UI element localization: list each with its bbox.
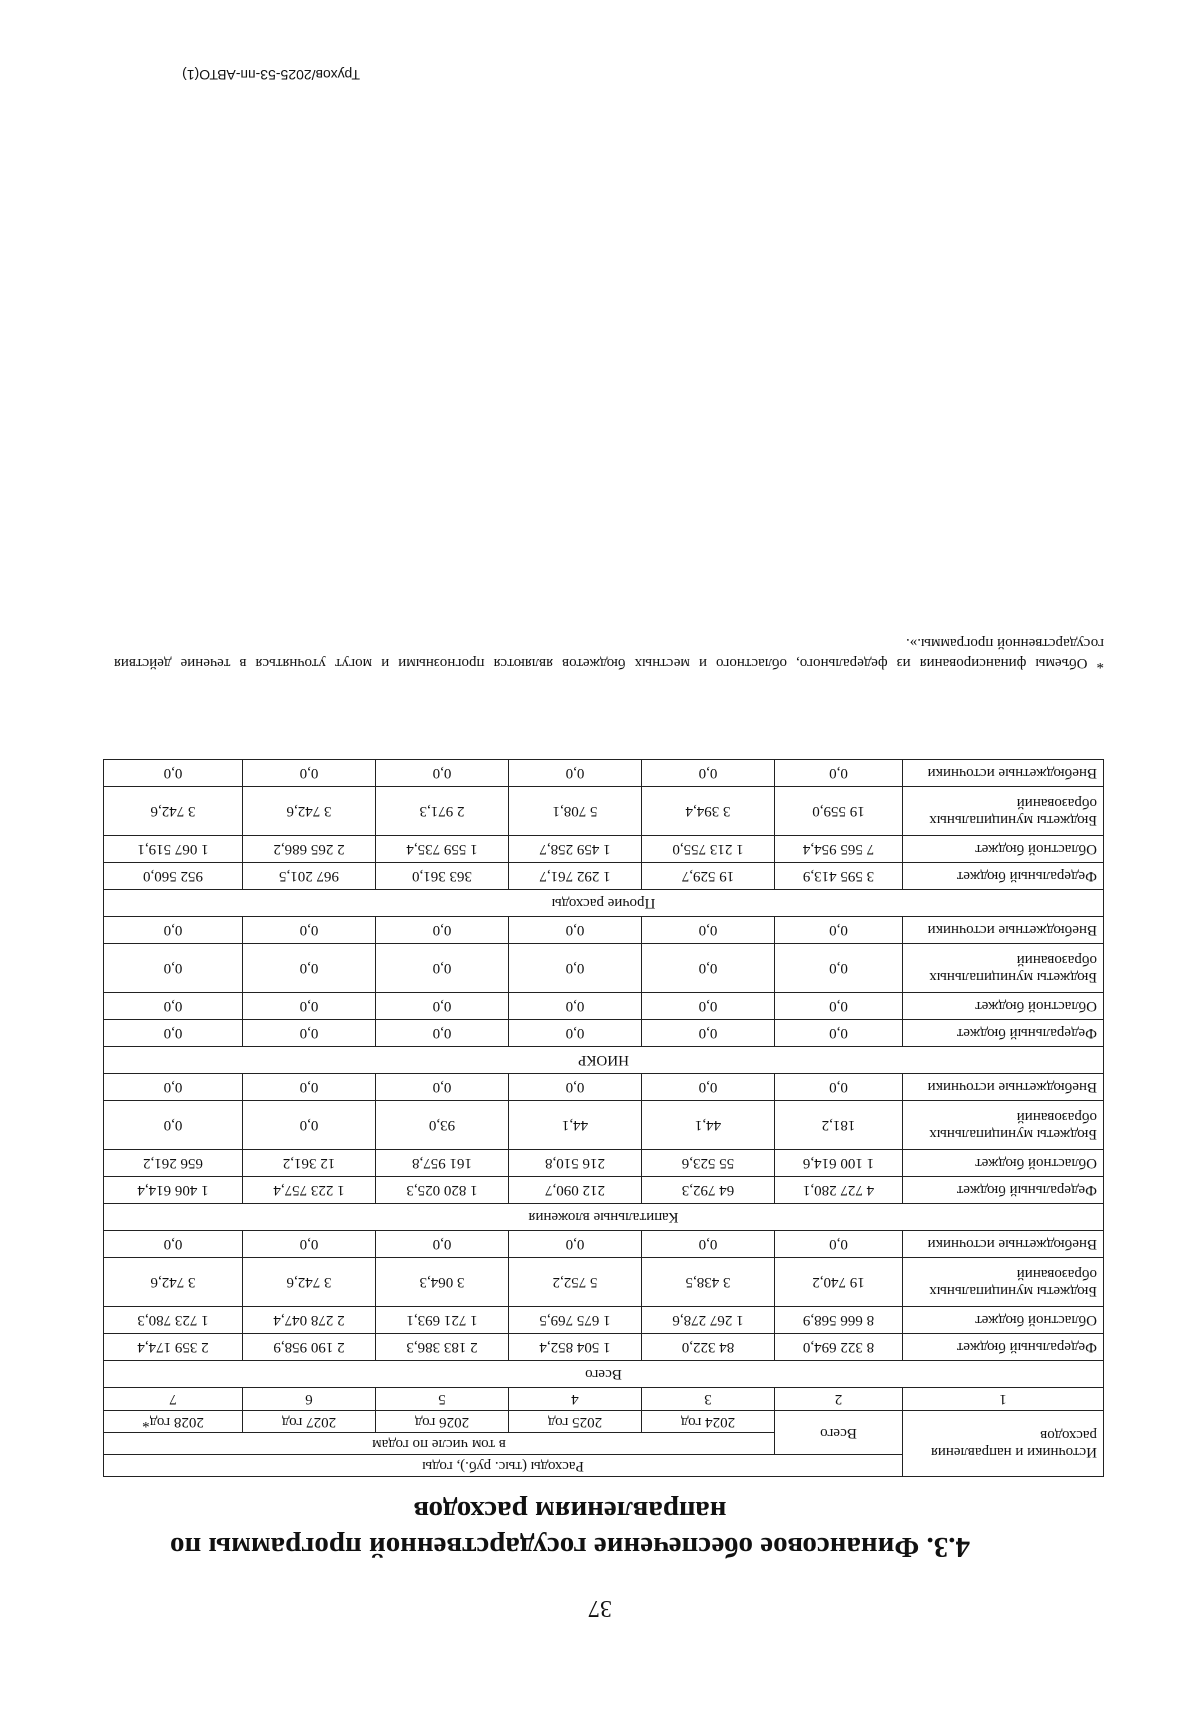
cell-value: 1 406 614,4 <box>104 1177 243 1204</box>
header-by-year: в том числе по годам <box>104 1433 775 1455</box>
cell-value: 4 727 280,1 <box>775 1177 903 1204</box>
header-total: Всего <box>775 1411 903 1455</box>
cell-value: 3 064,3 <box>376 1258 509 1307</box>
row-source: Бюджеты муниципальных образований <box>903 1258 1104 1307</box>
cell-value: 0,0 <box>243 993 376 1020</box>
column-number-row <box>104 1388 1104 1411</box>
cell-value: 0,0 <box>509 917 642 944</box>
header-year: 2027 год <box>243 1411 376 1433</box>
row-source: Бюджеты муниципальных образований <box>903 1101 1104 1150</box>
cell-value: 2 183 386,3 <box>376 1334 509 1361</box>
cell-value: 84 322,0 <box>642 1334 775 1361</box>
section-title: НИОКР <box>104 1047 1104 1074</box>
cell-value: 12 361,2 <box>243 1150 376 1177</box>
cell-value: 1 721 693,1 <box>376 1307 509 1334</box>
table-row <box>104 836 1104 863</box>
table-row <box>104 917 1104 944</box>
cell-value: 0,0 <box>243 1020 376 1047</box>
cell-value: 0,0 <box>243 917 376 944</box>
cell-value: 0,0 <box>243 760 376 787</box>
cell-value: 0,0 <box>243 944 376 993</box>
row-source: Федеральный бюджет <box>903 1177 1104 1204</box>
cell-value: 0,0 <box>775 1231 903 1258</box>
cell-value: 0,0 <box>775 944 903 993</box>
table-row <box>104 1258 1104 1307</box>
cell-value: 5 708,1 <box>509 787 642 836</box>
cell-value: 0,0 <box>509 1231 642 1258</box>
row-source: Внебюджетные источники <box>903 917 1104 944</box>
cell-value: 55 523,6 <box>642 1150 775 1177</box>
column-number: 1 <box>903 1388 1104 1411</box>
cell-value: 1 223 757,4 <box>243 1177 376 1204</box>
cell-value: 0,0 <box>642 993 775 1020</box>
section-row <box>104 1361 1104 1388</box>
column-number: 5 <box>376 1388 509 1411</box>
cell-value: 44,1 <box>642 1101 775 1150</box>
cell-value: 3 742,6 <box>243 787 376 836</box>
cell-value: 1 675 769,5 <box>509 1307 642 1334</box>
section-row <box>104 1047 1104 1074</box>
cell-value: 5 752,2 <box>509 1258 642 1307</box>
row-source: Областной бюджет <box>903 1307 1104 1334</box>
cell-value: 0,0 <box>642 917 775 944</box>
table-row <box>104 1101 1104 1150</box>
cell-value: 0,0 <box>104 944 243 993</box>
cell-value: 44,1 <box>509 1101 642 1150</box>
cell-value: 1 213 755,0 <box>642 836 775 863</box>
header-source: Источники и направления расходов <box>903 1411 1104 1477</box>
cell-value: 0,0 <box>509 1020 642 1047</box>
cell-value: 0,0 <box>104 1020 243 1047</box>
document-code: Трухов/2025-53-пп-АВТО(1) <box>182 67 360 83</box>
section-row <box>104 1204 1104 1231</box>
cell-value: 3 394,4 <box>642 787 775 836</box>
row-source: Областной бюджет <box>903 836 1104 863</box>
cell-value: 0,0 <box>376 917 509 944</box>
cell-value: 0,0 <box>104 760 243 787</box>
cell-value: 3 595 413,9 <box>775 863 903 890</box>
cell-value: 363 361,0 <box>376 863 509 890</box>
cell-value: 19 529,7 <box>642 863 775 890</box>
table-row <box>104 1020 1104 1047</box>
cell-value: 0,0 <box>243 1101 376 1150</box>
header-year: 2025 год <box>509 1411 642 1433</box>
financing-table <box>103 759 1104 1477</box>
row-source: Федеральный бюджет <box>903 863 1104 890</box>
cell-value: 0,0 <box>243 1074 376 1101</box>
cell-value: 656 261,2 <box>104 1150 243 1177</box>
section-title: Всего <box>104 1361 1104 1388</box>
header-year: 2024 год <box>642 1411 775 1433</box>
table-row <box>104 1307 1104 1334</box>
cell-value: 0,0 <box>104 1231 243 1258</box>
page-title: 4.3. Финансовое обеспечение государственной программы по направлениям расходов <box>169 1495 971 1563</box>
cell-value: 0,0 <box>376 944 509 993</box>
cell-value: 212 090,7 <box>509 1177 642 1204</box>
cell-value: 0,0 <box>642 944 775 993</box>
cell-value: 0,0 <box>509 944 642 993</box>
cell-value: 19 740,2 <box>775 1258 903 1307</box>
cell-value: 1 459 258,7 <box>509 836 642 863</box>
cell-value: 952 560,0 <box>104 863 243 890</box>
cell-value: 1 559 735,4 <box>376 836 509 863</box>
cell-value: 0,0 <box>775 917 903 944</box>
row-source: Федеральный бюджет <box>903 1334 1104 1361</box>
cell-value: 181,2 <box>775 1101 903 1150</box>
cell-value: 3 742,6 <box>104 787 243 836</box>
column-number: 3 <box>642 1388 775 1411</box>
row-source: Бюджеты муниципальных образований <box>903 944 1104 993</box>
footnote: * Объемы финансирования из федерального, областного и местных бюджетов являются прогнозными и могут уточняться в течение действия государственной программы.». <box>114 635 1104 671</box>
cell-value: 64 792,3 <box>642 1177 775 1204</box>
column-number: 4 <box>509 1388 642 1411</box>
cell-value: 2 359 174,4 <box>104 1334 243 1361</box>
row-source: Областной бюджет <box>903 993 1104 1020</box>
cell-value: 0,0 <box>642 760 775 787</box>
table-row <box>104 863 1104 890</box>
section-row <box>104 890 1104 917</box>
cell-value: 19 559,0 <box>775 787 903 836</box>
cell-value: 0,0 <box>376 760 509 787</box>
cell-value: 2 265 686,2 <box>243 836 376 863</box>
section-title: Капитальные вложения <box>104 1204 1104 1231</box>
table-row <box>104 1231 1104 1258</box>
row-source: Внебюджетные источники <box>903 1074 1104 1101</box>
cell-value: 1 100 614,6 <box>775 1150 903 1177</box>
cell-value: 0,0 <box>509 993 642 1020</box>
cell-value: 3 742,6 <box>104 1258 243 1307</box>
row-source: Федеральный бюджет <box>903 1020 1104 1047</box>
table-row <box>104 993 1104 1020</box>
cell-value: 0,0 <box>642 1231 775 1258</box>
table-row <box>104 787 1104 836</box>
row-source: Бюджеты муниципальных образований <box>903 787 1104 836</box>
cell-value: 0,0 <box>104 1101 243 1150</box>
cell-value: 2 190 958,9 <box>243 1334 376 1361</box>
table-body <box>104 760 1104 1388</box>
cell-value: 1 067 519,1 <box>104 836 243 863</box>
cell-value: 3 742,6 <box>243 1258 376 1307</box>
table-row <box>104 1074 1104 1101</box>
cell-value: 0,0 <box>376 1020 509 1047</box>
cell-value: 216 510,8 <box>509 1150 642 1177</box>
row-source: Внебюджетные источники <box>903 1231 1104 1258</box>
cell-value: 0,0 <box>642 1020 775 1047</box>
cell-value: 1 267 278,6 <box>642 1307 775 1334</box>
table-row <box>104 1150 1104 1177</box>
column-number: 6 <box>243 1388 376 1411</box>
cell-value: 3 438,5 <box>642 1258 775 1307</box>
cell-value: 0,0 <box>509 1074 642 1101</box>
cell-value: 161 957,8 <box>376 1150 509 1177</box>
column-number: 2 <box>775 1388 903 1411</box>
table-row <box>104 1177 1104 1204</box>
table-row <box>104 944 1104 993</box>
cell-value: 0,0 <box>104 1074 243 1101</box>
cell-value: 0,0 <box>104 917 243 944</box>
cell-value: 0,0 <box>376 1231 509 1258</box>
column-number: 7 <box>104 1388 243 1411</box>
cell-value: 0,0 <box>376 1074 509 1101</box>
cell-value: 0,0 <box>104 993 243 1020</box>
section-title: Прочие расходы <box>104 890 1104 917</box>
cell-value: 2 278 047,4 <box>243 1307 376 1334</box>
cell-value: 7 565 954,4 <box>775 836 903 863</box>
row-source: Внебюджетные источники <box>903 760 1104 787</box>
table-row <box>104 1334 1104 1361</box>
cell-value: 0,0 <box>243 1231 376 1258</box>
cell-value: 8 322 694,0 <box>775 1334 903 1361</box>
cell-value: 0,0 <box>642 1074 775 1101</box>
header-row <box>104 1455 1104 1477</box>
cell-value: 0,0 <box>509 760 642 787</box>
cell-value: 0,0 <box>376 993 509 1020</box>
cell-value: 1 820 025,3 <box>376 1177 509 1204</box>
cell-value: 0,0 <box>775 1020 903 1047</box>
cell-value: 0,0 <box>775 760 903 787</box>
header-year: 2028 год* <box>104 1411 243 1433</box>
cell-value: 1 504 852,4 <box>509 1334 642 1361</box>
table-row <box>104 760 1104 787</box>
cell-value: 1 723 780,3 <box>104 1307 243 1334</box>
cell-value: 1 292 761,7 <box>509 863 642 890</box>
cell-value: 0,0 <box>775 993 903 1020</box>
cell-value: 967 201,5 <box>243 863 376 890</box>
row-source: Областной бюджет <box>903 1150 1104 1177</box>
page-number: 37 <box>588 1595 612 1621</box>
header-year: 2026 год <box>376 1411 509 1433</box>
cell-value: 0,0 <box>775 1074 903 1101</box>
cell-value: 93,0 <box>376 1101 509 1150</box>
header-expenses: Расходы (тыс. руб.), годы <box>104 1455 903 1477</box>
cell-value: 2 971,3 <box>376 787 509 836</box>
cell-value: 8 666 568,9 <box>775 1307 903 1334</box>
